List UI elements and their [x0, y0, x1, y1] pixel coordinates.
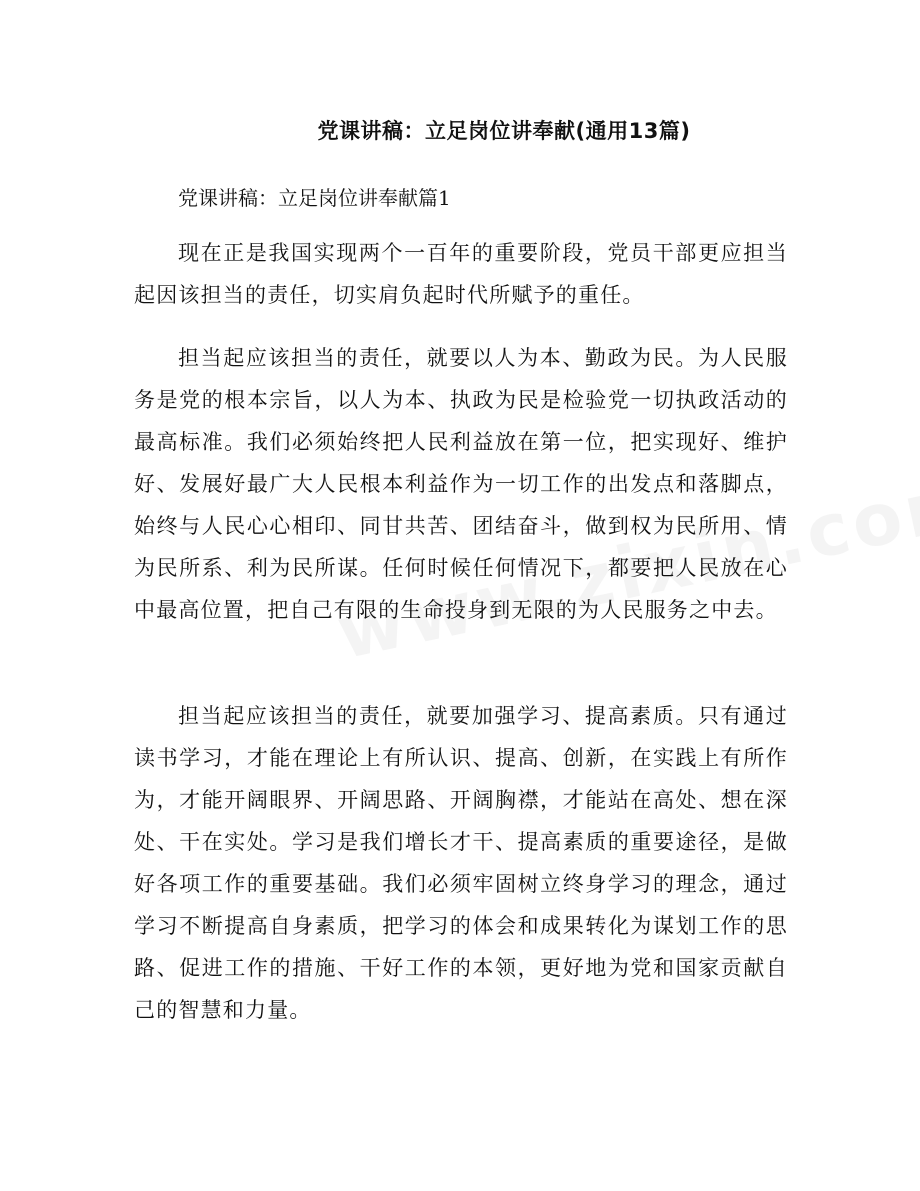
- section-heading: 党课讲稿：立足岗位讲奉献篇1: [178, 186, 451, 210]
- paragraph-3: 担当起应该担当的责任，就要加强学习、提高素质。只有通过读书学习，才能在理论上有所认识、提高、创新，在实践上有所作为，才能开阔眼界、开阔思路、开阔胸襟，才能站在高处、想在深处、干在实处。学习是我们增长才干、提高素质的重要途径，是做好各项工作的重要基础。我们必须牢固树立终身学习的理念，通过学习不断提高自身素质，把学习的体会和成果转化为谋划工作的思路、促进工作的措施、干好工作的本领，更好地为党和国家贡献自己的智慧和力量。: [134, 704, 788, 1022]
- document-title-text: 党课讲稿：立足岗位讲奉献(通用13篇): [317, 119, 691, 143]
- paragraph-2: 担当起应该担当的责任，就要以人为本、勤政为民。为人民服务是党的根本宗旨，以人为本、执政为民是检验党一切执政活动的最高标准。我们必须始终把人民利益放在第一位，把实现好、维护好、发展好最广大人民根本利益作为一切工作的出发点和落脚点，始终与人民心心相印、同甘共苦、团结奋斗，做到权为民所用、情为民所系、利为民所谋。任何时候任何情况下，都要把人民放在心中最高位置，把自己有限的生命投身到无限的为人民服务之中去。: [134, 346, 788, 622]
- document-title: [0, 115, 920, 145]
- paragraph-1: 现在正是我国实现两个一百年的重要阶段，党员干部更应担当起因该担当的责任，切实肩负起时代所赋予的重任。: [134, 241, 788, 307]
